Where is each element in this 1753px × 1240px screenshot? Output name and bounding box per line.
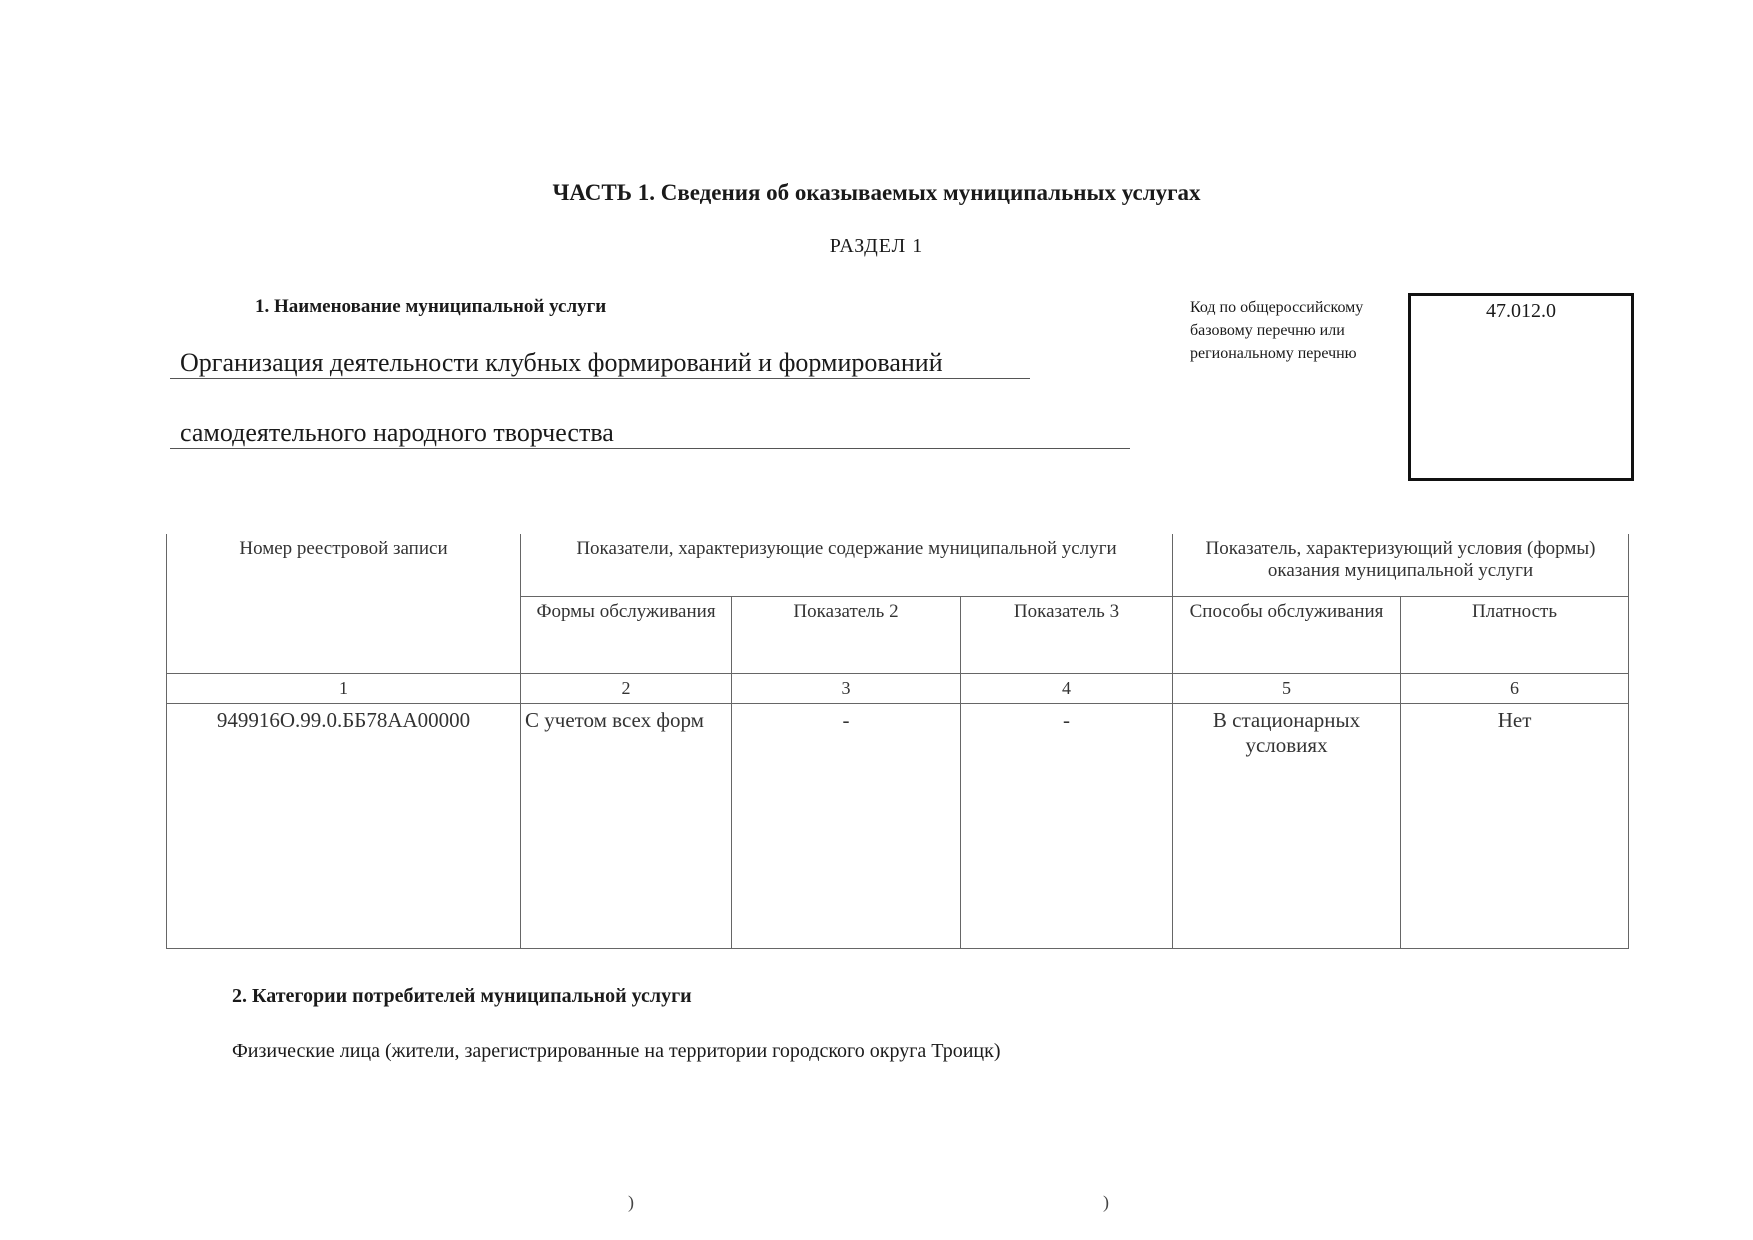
header-indicator-3: Показатель 3 [961,597,1173,674]
header-content-group: Показатели, характеризующие содержание муниципальной услуги [521,534,1173,597]
service-name-line-1: Организация деятельности клубных формирований и формирований [180,348,943,377]
header-registry: Номер реестровой записи [167,534,521,674]
cell-registry: 949916О.99.0.ББ78АА00000 [167,704,521,949]
col-number: 5 [1173,674,1401,704]
header-forms: Формы обслуживания [521,597,732,674]
scan-mark: ) [628,1192,634,1212]
service-name-line-2: самодеятельного народного творчества [180,418,614,447]
col-number: 4 [961,674,1173,704]
part-title: ЧАСТЬ 1. Сведения об оказываемых муниципальных услугах [552,180,1201,205]
consumers-heading: 2. Категории потребителей муниципальной услуги [232,985,692,1007]
col-number: 2 [521,674,732,704]
col-number: 3 [732,674,961,704]
service-name-underline-2 [170,448,1130,449]
scan-mark: ) [1103,1192,1109,1212]
cell-forms: С учетом всех форм [521,704,732,949]
consumers-text: Физические лица (жители, зарегистрированные на территории городского округа Троицк) [232,1040,1001,1062]
cell-methods: В стационарных условиях [1173,704,1401,949]
header-indicator-2: Показатель 2 [732,597,961,674]
header-payment: Платность [1401,597,1629,674]
registry-table [166,534,1629,949]
service-name-heading: 1. Наименование муниципальной услуги [255,296,607,317]
code-value: 47.012.0 [1486,300,1556,322]
cell-indicator-3: - [961,704,1173,949]
col-number: 1 [167,674,521,704]
header-conditions-group: Показатель, характеризующий условия (формы) оказания муниципальной услуги [1173,534,1629,597]
cell-indicator-2: - [732,704,961,949]
header-methods: Способы обслуживания [1173,597,1401,674]
cell-payment: Нет [1401,704,1629,949]
col-number: 6 [1401,674,1629,704]
code-label: Код по общероссийскому базовому перечню или региональному перечню [1190,299,1364,362]
section-title: РАЗДЕЛ 1 [829,235,924,257]
service-name-underline-1 [170,378,1030,379]
code-box [1408,293,1634,481]
